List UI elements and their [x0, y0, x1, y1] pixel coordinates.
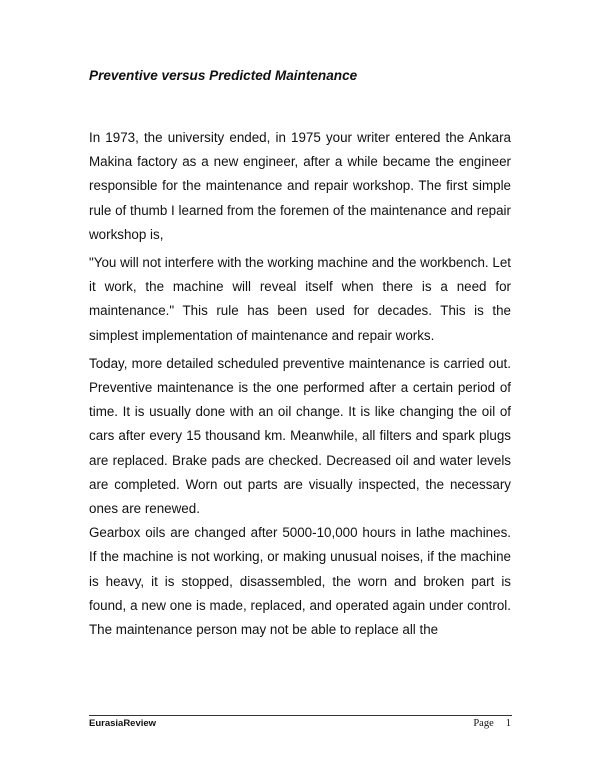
page-label: Page: [473, 718, 494, 729]
document-body: [89, 126, 511, 642]
paragraph-4: Gearbox oils are changed after 5000-10,000 hours in lathe machines. If the machine is not working, or making unusual noises, if the machine is heavy, it is stopped, disassembled, the worn and broken part is found, a new one is made, replaced, and operated again under control. The maintenance person may not be able to replace all the: [89, 525, 511, 638]
footer-page-indicator: [473, 718, 511, 729]
paragraph-2: "You will not interfere with the working machine and the workbench. Let it work, the machine will reveal itself when there is a need for maintenance." This rule has been used for decades. This is the simplest implementation of maintenance and repair works.: [89, 255, 511, 343]
page-title: Preventive versus Predicted Maintenance: [89, 68, 358, 83]
paragraph-3: Today, more detailed scheduled preventive maintenance is carried out. Preventive maintenance is the one performed after a certain period of time. It is usually done with an oil change. It is like changing the oil of cars after every 15 thousand km. Meanwhile, all filters and spark plugs are replaced. Brake pads are checked. Decreased oil and water levels are completed. Worn out parts are visually inspected, the necessary ones are renewed.: [89, 355, 511, 517]
footer-publisher: EurasiaReview: [89, 718, 157, 729]
paragraph-1: In 1973, the university ended, in 1975 your writer entered the Ankara Makina factory as a new engineer, after a while became the engineer responsible for the maintenance and repair workshop. The first simple rule of thumb I learned from the foremen of the maintenance and repair workshop is,: [89, 130, 511, 242]
footer-divider: [89, 715, 512, 716]
page-number: 1: [505, 718, 511, 729]
